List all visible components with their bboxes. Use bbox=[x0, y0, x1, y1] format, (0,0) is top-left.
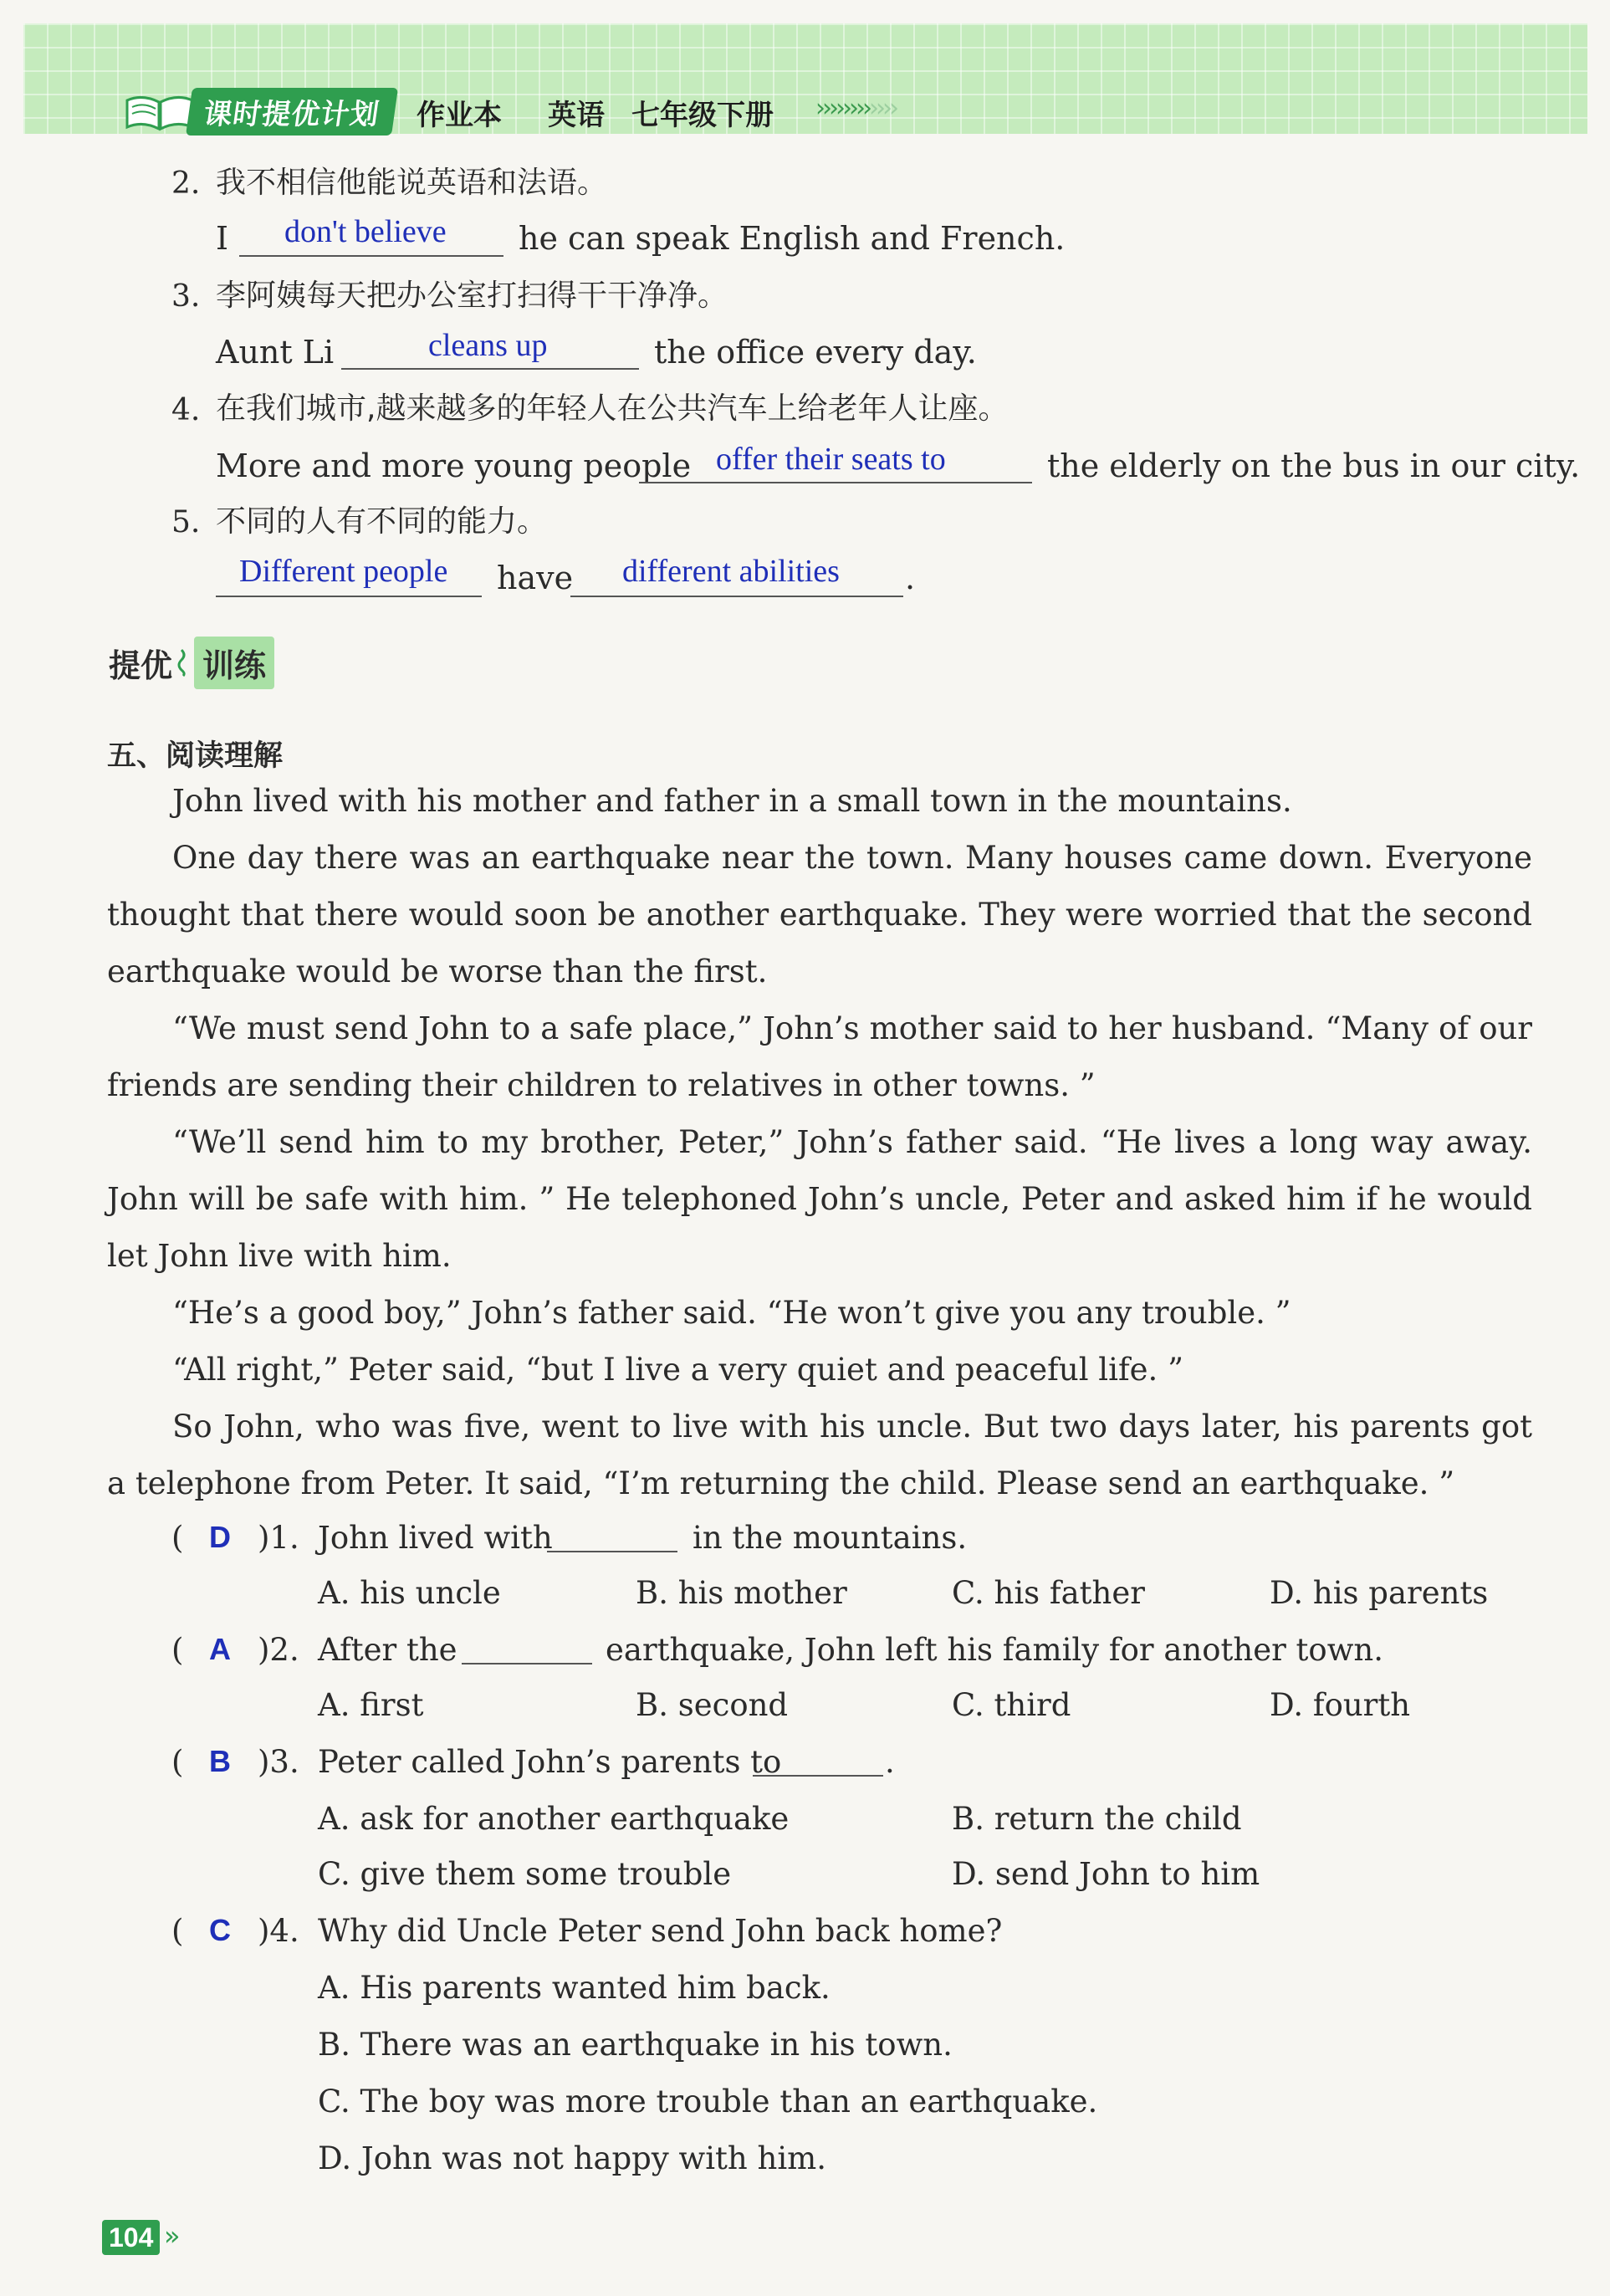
handwritten-answer: offer their seats to bbox=[716, 442, 946, 477]
section-heading: 五、阅读理解 bbox=[107, 739, 284, 773]
question-stem-end: in the mountains. bbox=[693, 1520, 968, 1556]
answer-paren-open: ( bbox=[171, 1744, 184, 1780]
passage-paragraph: “All right,” Peter said, “but I live a very quiet and peaceful life. ” bbox=[172, 1352, 1183, 1388]
item-chinese: 我不相信他能说英语和法语。 bbox=[216, 166, 608, 200]
item-chinese: 李阿姨每天把办公室打扫得干干净净。 bbox=[216, 279, 728, 313]
question-number: )1. bbox=[258, 1520, 299, 1556]
option: C. The boy was more trouble than an earthquake. bbox=[318, 2084, 1098, 2120]
question-answer: D bbox=[209, 1520, 231, 1554]
handwritten-answer: different abilities bbox=[622, 554, 840, 589]
reading-passage bbox=[107, 773, 1532, 1512]
item-chinese: 在我们城市,越来越多的年轻人在公共汽车上给老年人让座。 bbox=[216, 391, 1009, 426]
answer-blank bbox=[341, 368, 639, 370]
question-number: )4. bbox=[258, 1913, 299, 1949]
item-number: 4. bbox=[171, 393, 201, 427]
question-stem: Why did Uncle Peter send John back home? bbox=[318, 1913, 1003, 1949]
header-chevrons: ›››››››››››› bbox=[815, 94, 896, 123]
item-english-middle: have bbox=[497, 560, 574, 596]
brand-name: 课时提优计划 bbox=[186, 88, 398, 136]
question-number: )2. bbox=[258, 1632, 299, 1668]
option: C. give them some trouble bbox=[318, 1856, 732, 1892]
item-english-after: he can speak English and French. bbox=[519, 220, 1066, 257]
option: C. his father bbox=[952, 1575, 1145, 1611]
option: D. his parents bbox=[1270, 1575, 1489, 1611]
question-answer: B bbox=[209, 1744, 231, 1778]
answer-blank bbox=[570, 596, 903, 597]
subject-title: 英语 bbox=[548, 99, 605, 132]
page-number: 104 bbox=[102, 2220, 160, 2255]
section-tag: 提优 训练 bbox=[109, 637, 274, 688]
item-english-end: . bbox=[905, 560, 916, 596]
answer-paren-open: ( bbox=[171, 1520, 184, 1556]
item-english-before: Aunt Li bbox=[216, 334, 335, 371]
option: D. fourth bbox=[1270, 1687, 1411, 1723]
page-chevron-icon: ›› bbox=[164, 2220, 176, 2252]
item-english-after: the office every day. bbox=[654, 334, 977, 371]
brand-logo bbox=[124, 90, 395, 132]
passage-paragraph: “He’s a good boy,” John’s father said. “He won’t give you any trouble. ” bbox=[172, 1295, 1291, 1331]
open-book-icon bbox=[124, 90, 196, 132]
option: C. third bbox=[952, 1687, 1071, 1723]
passage-paragraph: “We’ll send him to my brother, Peter,” John’s father said. “He lives a long way away. John will be safe with him. ” He telephoned John’s uncle, Peter and asked him if he would let John live with him. bbox=[107, 1124, 1532, 1274]
swirl-icon bbox=[176, 648, 187, 677]
item-chinese: 不同的人有不同的能力。 bbox=[216, 504, 548, 539]
option: A. ask for another earthquake bbox=[318, 1801, 790, 1837]
item-number: 2. bbox=[171, 166, 201, 201]
question-stem: Peter called John’s parents to bbox=[318, 1744, 782, 1780]
item-number: 3. bbox=[171, 279, 201, 314]
handwritten-answer: don't believe bbox=[284, 214, 447, 249]
question-blank bbox=[462, 1663, 592, 1664]
answer-blank bbox=[216, 596, 482, 597]
question-stem-end: . bbox=[885, 1744, 895, 1780]
option: A. his uncle bbox=[318, 1575, 501, 1611]
option: B. his mother bbox=[636, 1575, 847, 1611]
option: D. send John to him bbox=[952, 1856, 1260, 1892]
answer-blank bbox=[239, 255, 503, 257]
option: B. return the child bbox=[952, 1801, 1242, 1837]
answer-paren-open: ( bbox=[171, 1913, 184, 1949]
question-blank bbox=[753, 1775, 883, 1777]
question-answer: C bbox=[209, 1913, 231, 1947]
option: D. John was not happy with him. bbox=[318, 2140, 827, 2176]
answer-paren-open: ( bbox=[171, 1632, 184, 1668]
option: A. His parents wanted him back. bbox=[318, 1970, 831, 2006]
question-stem-end: earthquake, John left his family for another town. bbox=[606, 1632, 1383, 1668]
passage-paragraph: “We must send John to a safe place,” John’s mother said to her husband. “Many of our friends are sending their children to relatives in other towns. ” bbox=[107, 1010, 1532, 1103]
option: A. first bbox=[318, 1687, 424, 1723]
answer-blank bbox=[639, 482, 1032, 483]
passage-paragraph: One day there was an earthquake near the town. Many houses came down. Everyone thought that there would soon be another earthquake. They were worried that the second earthquake would be worse than the first. bbox=[107, 840, 1532, 989]
grade-title: 七年级下册 bbox=[631, 99, 774, 132]
question-stem: After the bbox=[318, 1632, 457, 1668]
item-english-before: More and more young people bbox=[216, 447, 692, 484]
passage-paragraph: John lived with his mother and father in a small town in the mountains. bbox=[172, 783, 1292, 819]
item-number: 5. bbox=[171, 505, 201, 539]
series-title: 作业本 bbox=[417, 99, 502, 132]
option: B. second bbox=[636, 1687, 789, 1723]
handwritten-answer: cleans up bbox=[428, 328, 548, 363]
option: B. There was an earthquake in his town. bbox=[318, 2027, 953, 2063]
question-number: )3. bbox=[258, 1744, 299, 1780]
question-blank bbox=[547, 1551, 677, 1552]
handwritten-answer: Different people bbox=[239, 554, 448, 589]
item-english-after: the elderly on the bus in our city. bbox=[1047, 447, 1581, 484]
question-stem: John lived with bbox=[318, 1520, 553, 1556]
item-english-before: I bbox=[216, 220, 229, 257]
passage-paragraph: So John, who was five, went to live with his uncle. But two days later, his parents got a telephone from Peter. It said, “I’m returning the child. Please send an earthquake. ” bbox=[107, 1409, 1532, 1501]
question-answer: A bbox=[209, 1632, 231, 1666]
